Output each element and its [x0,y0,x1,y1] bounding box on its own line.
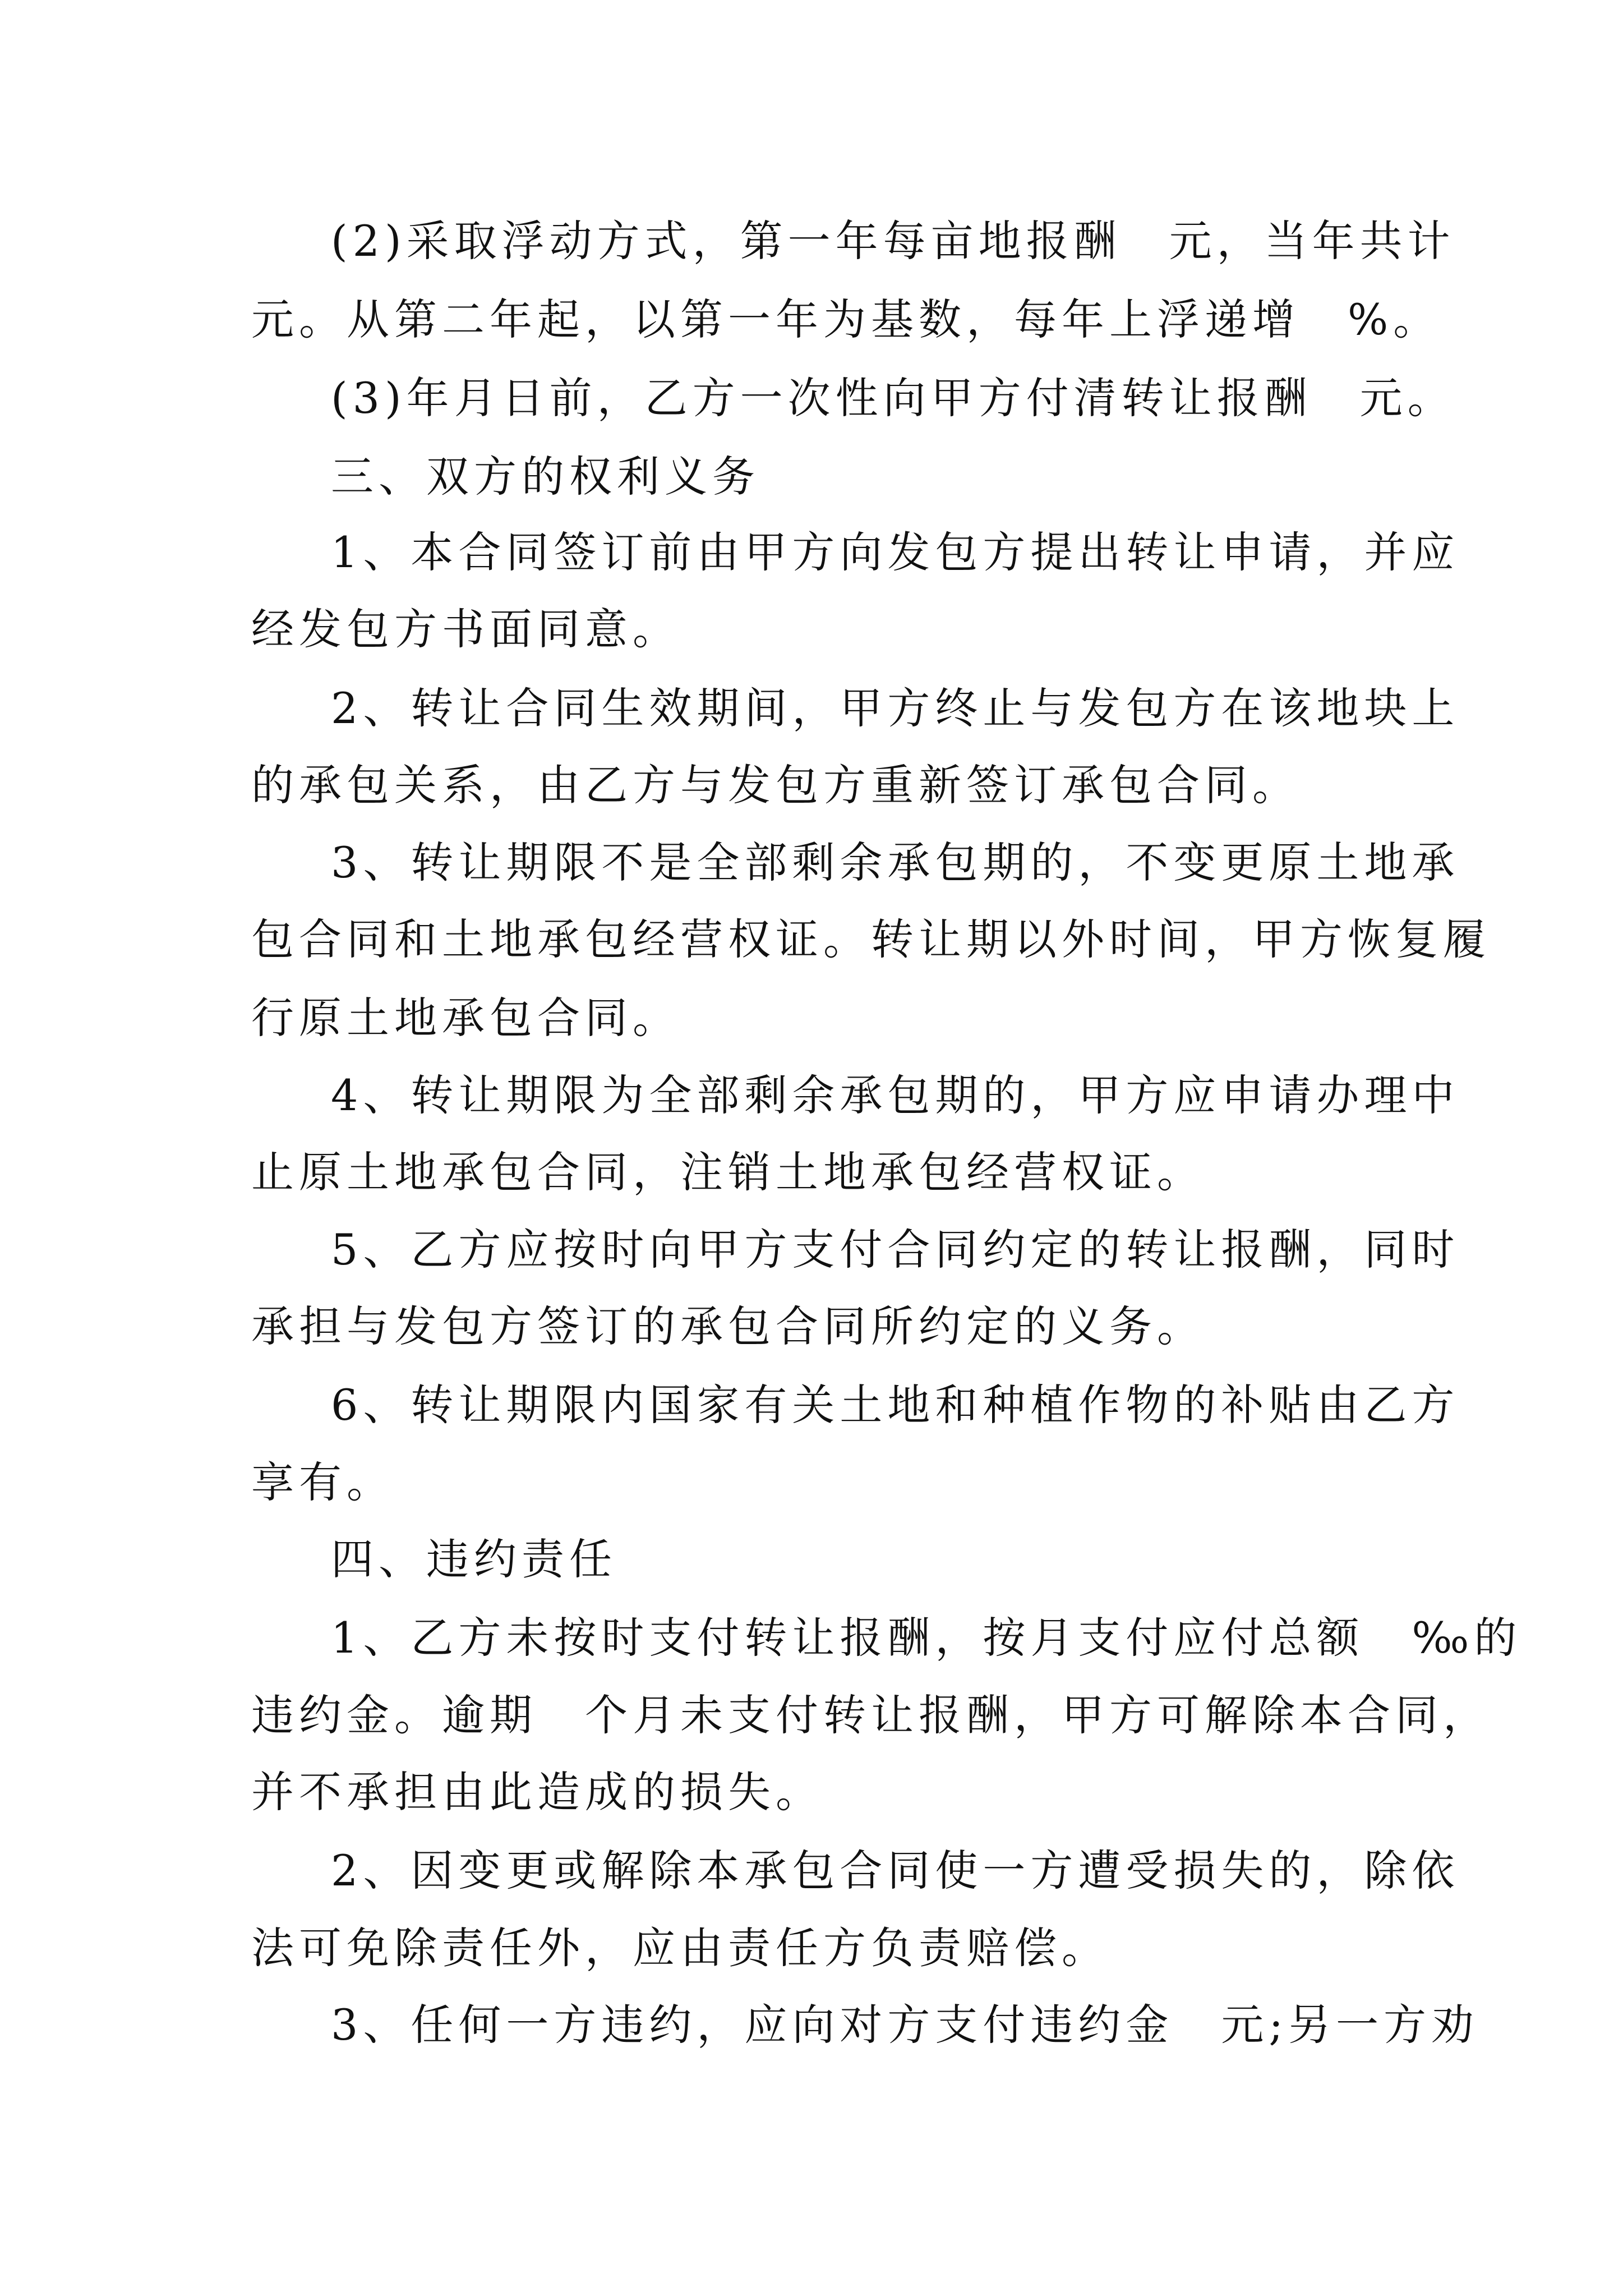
text-line-15: 承担与发包方签订的承包合同所约定的义务。 [251,1301,1205,1351]
text-line-6: 经发包方书面同意。 [251,604,680,654]
text-line-12: 4、转让期限为全部剩余承包期的，甲方应申请办理中 [331,1070,1460,1120]
text-line-19: 1、乙方未按时支付转让报酬，按月支付应付总额 ‰的 [331,1613,1522,1663]
text-line-14: 5、乙方应按时向甲方支付合同约定的转让报酬，同时 [331,1225,1460,1274]
text-line-16: 6、转让期限内国家有关土地和种植作物的补贴由乙方 [331,1380,1460,1430]
text-line-11: 行原土地承包合同。 [251,993,680,1043]
text-line-22: 2、因变更或解除本承包合同使一方遭受损失的，除依 [331,1846,1460,1895]
text-line-9: 3、转让期限不是全部剩余承包期的，不变更原土地承 [331,838,1460,887]
text-line-8: 的承包关系，由乙方与发包方重新签订承包合同。 [251,760,1300,810]
text-line-21: 并不承担由此造成的损失。 [251,1767,823,1817]
text-line-3: (3)年月日前，乙方一次性向甲方付清转让报酬 元。 [331,373,1455,423]
text-line-20: 违约金。逾期 个月未支付转让报酬，甲方可解除本合同， [251,1690,1491,1740]
text-line-5: 1、本合同签订前由甲方向发包方提出转让申请，并应 [331,527,1460,577]
text-line-24: 3、任何一方违约，应向对方支付违约金 元;另一方劝 [331,2000,1479,2050]
section-heading-liability: 四、违约责任 [331,1534,617,1584]
text-line-1: (2)采取浮动方式，第一年每亩地报酬 元，当年共计 [331,216,1455,266]
text-line-17: 享有。 [251,1457,394,1507]
text-line-7: 2、转让合同生效期间，甲方终止与发包方在该地块上 [331,683,1460,733]
section-heading-rights: 三、双方的权利义务 [331,452,760,501]
text-line-10: 包合同和土地承包经营权证。转让期以外时间，甲方恢复履 [251,914,1491,964]
text-line-13: 止原土地承包合同，注销土地承包经营权证。 [251,1147,1205,1197]
text-line-2: 元。从第二年起，以第一年为基数，每年上浮递增 %。 [251,295,1441,344]
text-line-23: 法可免除责任外，应由责任方负责赔偿。 [251,1923,1109,1973]
